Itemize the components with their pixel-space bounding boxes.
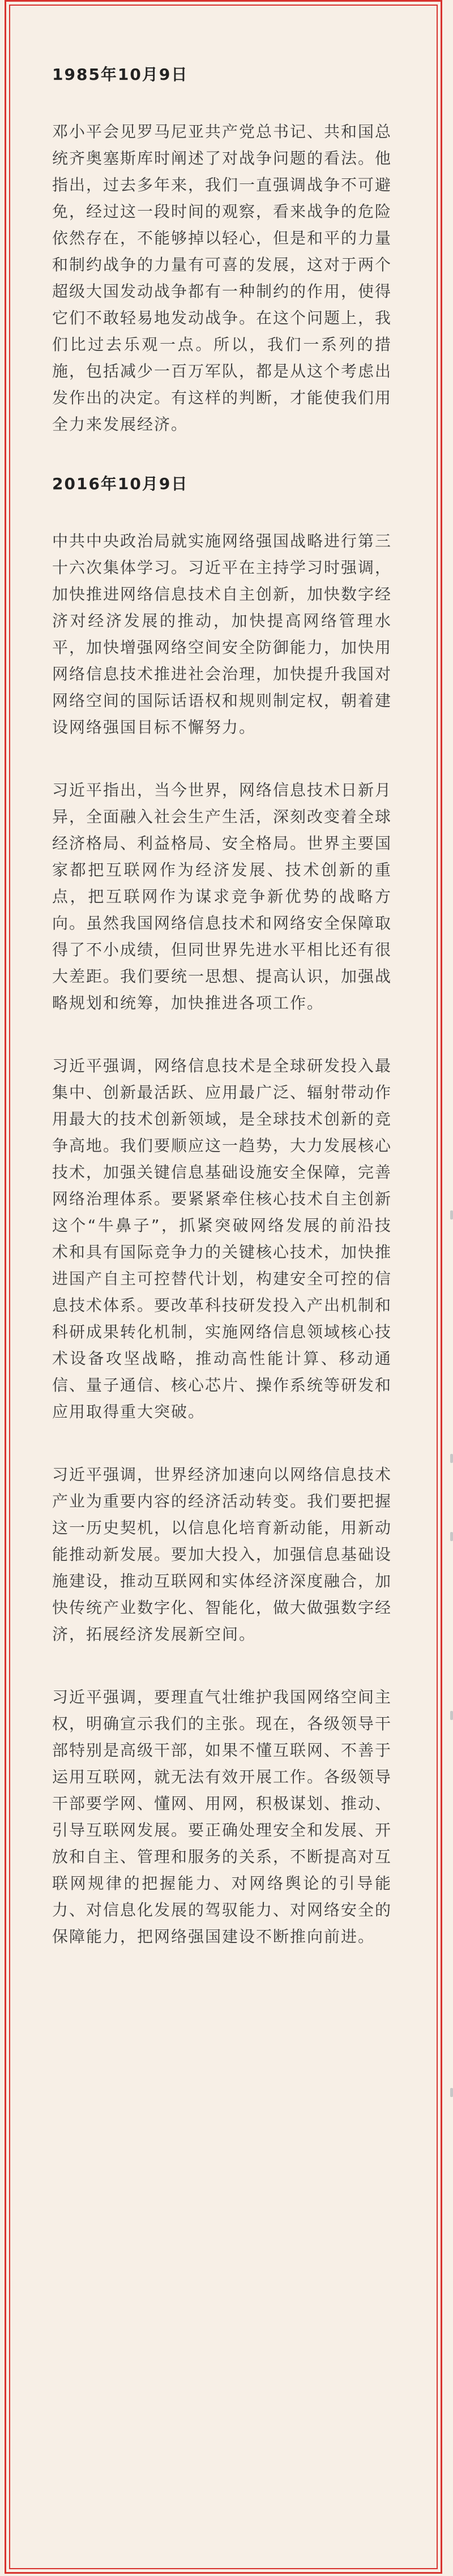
section-paragraph: 邓小平会见罗马尼亚共产党总书记、共和国总统齐奥塞斯库时阐述了对战争问题的看法。他指出，过去多年来，我们一直强调战争不可避免，经过这一段时间的观察，看来战争的危险依然存在，不能够掉以轻心，但是和平的力量和制约战争的力量有可喜的发展，这对于两个超级大国发动战争都有一种制约的作用，使得它们不敢轻易地发动战争。在这个问题上，我们比过去乐观一点。所以，我们一系列的措施，包括减少一百万军队，都是从这个考虑出发作出的决定。有这样的判断，才能使我们用全力来发展经济。: [52, 122, 392, 434]
section-paragraph: 习近平强调，网络信息技术是全球研发投入最集中、创新最活跃、应用最广泛、辐射带动作用最大的技术创新领域，是全球技术创新的竞争高地。我们要顺应这一趋势，大力发展核心技术，加强关键信息基础设施安全保障，完善网络治理体系。要紧紧牵住核心技术自主创新这个“牛鼻子”，抓紧突破网络发展的前沿技术和具有国际竞争力的关键核心技术，加快推进国产自主可控替代计划，构建安全可控的信息技术体系。要改革科技研发投入产出机制和科研成果转化机制，实施网络信息领域核心技术设备攻坚战略，推动高性能计算、移动通信、量子通信、核心芯片、操作系统等研发和应用取得重大突破。: [52, 1056, 392, 1421]
scroll-indicator: [450, 1454, 453, 1463]
section-paragraph: 习近平强调，世界经济加速向以网络信息技术产业为重要内容的经济活动转变。我们要把握这一历史契机，以信息化培育新动能，用新动能推动新发展。要加大投入，加强信息基础设施建设，推动互联网和实体经济深度融合，加快传统产业数字化、智能化，做大做强数字经济，拓展经济发展新空间。: [52, 1465, 392, 1644]
section-paragraph: 中共中央政治局就实施网络强国战略进行第三十六次集体学习。习近平在主持学习时强调，加快推进网络信息技术自主创新，加快数字经济对经济发展的推动，加快提高网络管理水平，加快增强网络空间安全防御能力，加快用网络信息技术推进社会治理，加快提升我国对网络空间的国际话语权和规则制定权，朝着建设网络强国目标不懈努力。: [52, 532, 392, 737]
scroll-indicator: [450, 1711, 453, 1720]
article-body: [52, 61, 392, 1950]
section-date: 2016年10月9日: [52, 474, 189, 493]
scroll-indicator: [450, 2088, 453, 2097]
section-paragraph: 习近平强调，要理直气壮维护我国网络空间主权，明确宣示我们的主张。现在，各级领导干部特别是高级干部，如果不懂互联网、不善于运用互联网，就无法有效开展工作。各级领导干部要学网、懂网、用网，积极谋划、推动、引导互联网发展。要正确处理安全和发展、开放和自主、管理和服务的关系，不断提高对互联网规律的把握能力、对网络舆论的引导能力、对信息化发展的驾驭能力、对网络安全的保障能力，把网络强国建设不断推向前进。: [52, 1688, 392, 1946]
section-1985: [52, 61, 392, 438]
scroll-indicator: [450, 1210, 453, 1219]
section-date: 1985年10月9日: [52, 65, 189, 84]
section-2016: [52, 470, 392, 1950]
section-paragraph: 习近平指出，当今世界，网络信息技术日新月异，全面融入社会生产生活，深刻改变着全球经济格局、利益格局、安全格局。世界主要国家都把互联网作为经济发展、技术创新的重点，把互联网作为谋求竞争新优势的战略方向。虽然我国网络信息技术和网络安全保障取得了不小成绩，但同世界先进水平相比还有很大差距。我们要统一思想、提高认识，加强战略规划和统筹，加快推进各项工作。: [52, 781, 392, 1012]
scroll-indicator: [450, 1532, 453, 1541]
